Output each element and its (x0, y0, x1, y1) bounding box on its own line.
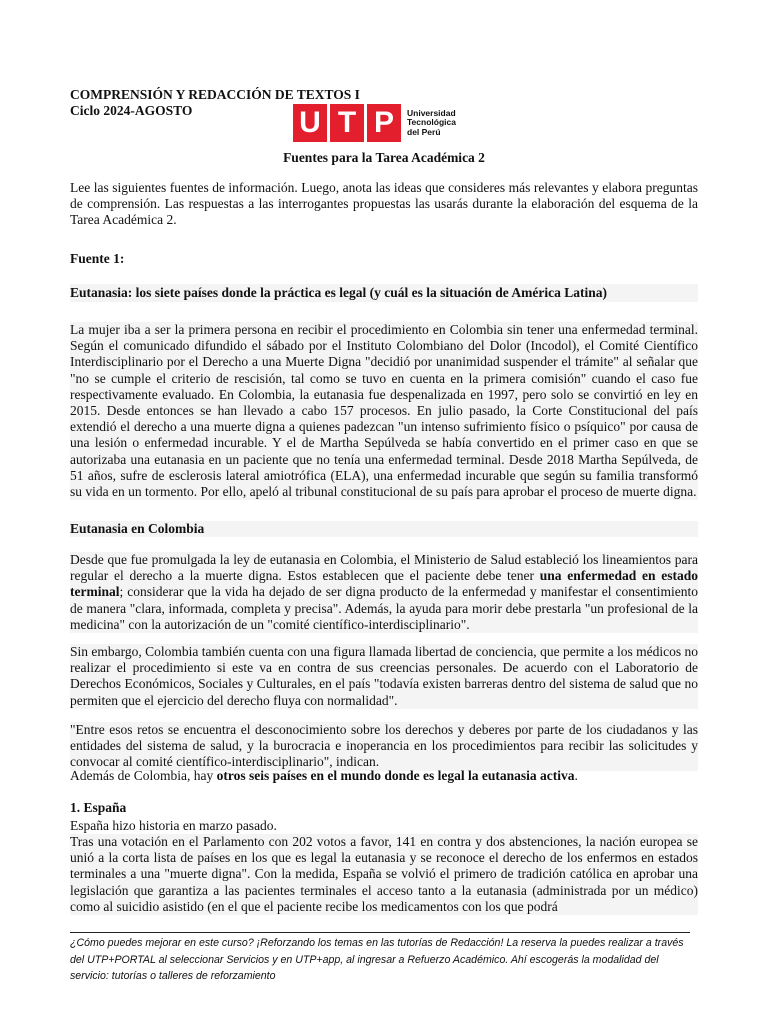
logo-letter-u: U (293, 104, 330, 142)
countries-paragraph (70, 768, 698, 784)
footer-note: ¿Cómo puedes mejorar en este curso? ¡Reforzando los temas en las tutorías de Redacción! La reserva la puedes realizar a través del UTP+PORTAL al seleccionar Servicios y en UTP+app, al ingresar a Refuerzo Académico. Ahí escogerás la modalidad del servicio: tutorías o talleres de reforzamiento (70, 937, 684, 982)
text-run: ; considerar que la vida ha dejado de ser digna producto de la enfermedad y manifestar el consentimiento de manera "clara, informada, completa y precisa". Además, la ayuda para morir debe prestarla "un profesional de la medicina" con la autorización de un "comité científico-interdisciplinario". (70, 584, 698, 632)
source-label: Fuente 1: (70, 251, 125, 266)
text-run-bold: otros seis países en el mundo donde es legal la eutanasia activa (216, 768, 575, 783)
conscience-paragraph: Sin embargo, Colombia también cuenta con una figura llamada libertad de conciencia, que permite a los médicos no realizar el procedimiento si este va en contra de sus creencias personales. De acuerdo con el Laboratorio de Derechos Económicos, Sociales y Culturales, en el país "todavía existen barreras dentro del sistema de salud que no permiten que el ejercicio del derecho fluya con normalidad". (70, 644, 698, 708)
course-cycle: Ciclo 2024-AGOSTO (70, 103, 193, 118)
logo-text-line: Tecnológica (407, 117, 456, 128)
intro-paragraph: Lee las siguientes fuentes de información. Luego, anota las ideas que consideres más relevantes y elabora preguntas de comprensión. Las respuestas a las interrogantes propuestas las usarás durante la elaboración del esquema de la Tarea Académica 2. (70, 180, 698, 228)
utp-logo (293, 104, 456, 142)
spain-heading: 1. España (70, 800, 127, 815)
text-run: . (574, 768, 578, 783)
source-heading: Eutanasia: los siete países donde la práctica es legal (y cuál es la situación de América Latina) (70, 284, 698, 302)
course-title: COMPRENSIÓN Y REDACCIÓN DE TEXTOS I (70, 87, 360, 102)
text-run: Además de Colombia, hay (70, 768, 217, 783)
colombia-heading: Eutanasia en Colombia (70, 521, 698, 537)
logo-letter-t: T (330, 104, 367, 142)
colombia-paragraph (70, 552, 698, 633)
text-run-bold: una enfermedad en estado terminal (70, 568, 698, 600)
spain-paragraph-1: España hizo historia en marzo pasado. (70, 818, 277, 833)
spain-paragraph-2: Tras una votación en el Parlamento con 202 votos a favor, 141 en contra y dos abstenciones, la nación europea se unió a la corta lista de países en los que es legal la eutanasia y se reconoce el derecho de los enfermos en estados terminales a una "muerte digna". Con la medida, España se volvió el primero de tradición católica en aprobar una legislación que garantiza a las pacientes terminales el acceso tanto a la eutanasia (administrada por un médico) como al suicidio asistido (en el que el paciente recibe los medicamentos con los que podrá (70, 834, 698, 914)
utp-logo-text (407, 109, 456, 138)
logo-text-line: Universidad (407, 107, 456, 118)
footer-divider (70, 932, 690, 933)
document-subtitle: Fuentes para la Tarea Académica 2 (283, 150, 485, 165)
challenges-paragraph: "Entre esos retos se encuentra el desconocimiento sobre los derechos y deberes por parte de los ciudadanos y las entidades del sistema de salud, y la burocracia e inoperancia en los procedimientos para recibir las solicitudes y convocar al comité científico-interdisciplinario", indican. (70, 722, 698, 770)
source-paragraph-1: La mujer iba a ser la primera persona en recibir el procedimiento en Colombia sin tener una enfermedad terminal. Según el comunicado difundido el sábado por el Instituto Colombiano del Dolor (Incodol), el Comité Científico Interdisciplinario por el Derecho a una Muerte Digna "decidió por unanimidad suspender el trámite" al señalar que "no se cumple el criterio de rescisión, tal como se tuvo en cuenta en la primera comisión" cuando el caso fue respectivamente evaluado. En Colombia, la eutanasia fue despenalizada en 1997, pero solo se convirtió en ley en 2015. Desde entonces se han llevado a cabo 157 procesos. En julio pasado, la Corte Constitucional del país extendió el derecho a una muerte digna a quienes padezcan "un intenso sufrimiento físico o psíquico" por causa de una lesión o enfermedad incurable. Y el de Martha Sepúlveda se había convertido en el primer caso en que se autorizaba una eutanasia en un paciente que no tenía una enfermedad terminal. Desde 2018 Martha Sepúlveda, de 51 años, sufre de esclerosis lateral amiotrófica (ELA), una enfermedad incurable que según su familia transformó su vida en un tormento. Por ello, apeló al tribunal constitucional de su país para aprobar el proceso de muerte digna. (70, 322, 698, 500)
logo-text-line: del Perú (407, 126, 441, 137)
text-run: Desde que fue promulgada la ley de eutanasia en Colombia, el Ministerio de Salud estableció los lineamientos para regular el derecho a la muerte digna. Estos establecen que el paciente debe tener (70, 552, 698, 584)
logo-letter-p: P (373, 106, 394, 139)
utp-logo-mark (293, 104, 401, 142)
